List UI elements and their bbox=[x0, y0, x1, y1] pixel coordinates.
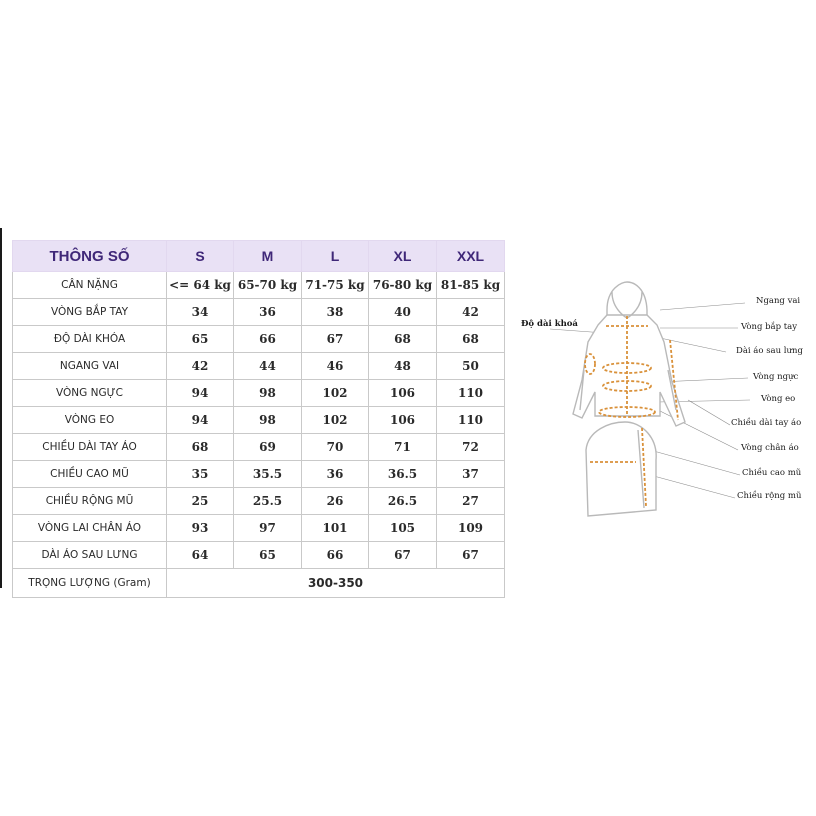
cell-size-s: <= 64 kg bbox=[167, 272, 234, 299]
size-chart-table bbox=[12, 240, 505, 598]
header-size-xxl: XXL bbox=[437, 241, 505, 272]
row-label: VÒNG LAI CHÂN ÁO bbox=[13, 515, 167, 542]
cell-size-l: 71-75 kg bbox=[302, 272, 369, 299]
table-row bbox=[13, 299, 505, 326]
row-label: CHIỀU RỘNG MŨ bbox=[13, 488, 167, 515]
cell-size-m: 97 bbox=[234, 515, 302, 542]
cell-size-s: 25 bbox=[167, 488, 234, 515]
weight-label: TRỌNG LƯỢNG (Gram) bbox=[13, 569, 167, 598]
row-label: VÒNG NGỰC bbox=[13, 380, 167, 407]
table-row bbox=[13, 407, 505, 434]
label-waist: Vòng eo bbox=[761, 394, 796, 404]
row-label: CHIỀU DÀI TAY ÁO bbox=[13, 434, 167, 461]
cell-size-m: 65-70 kg bbox=[234, 272, 302, 299]
cell-size-xl: 67 bbox=[369, 542, 437, 569]
cell-size-m: 36 bbox=[234, 299, 302, 326]
cell-size-xl: 105 bbox=[369, 515, 437, 542]
cell-size-l: 26 bbox=[302, 488, 369, 515]
cell-size-l: 46 bbox=[302, 353, 369, 380]
row-label: CÂN NẶNG bbox=[13, 272, 167, 299]
cell-size-s: 35 bbox=[167, 461, 234, 488]
table-row bbox=[13, 353, 505, 380]
cell-size-m: 98 bbox=[234, 407, 302, 434]
cell-size-xxl: 109 bbox=[437, 515, 505, 542]
jacket-diagram bbox=[510, 270, 810, 530]
header-size-m: M bbox=[234, 241, 302, 272]
weight-row bbox=[13, 569, 505, 598]
cell-size-xxl: 50 bbox=[437, 353, 505, 380]
row-label: VÒNG EO bbox=[13, 407, 167, 434]
cell-size-m: 69 bbox=[234, 434, 302, 461]
cell-size-xl: 106 bbox=[369, 380, 437, 407]
table-row bbox=[13, 488, 505, 515]
cell-size-m: 44 bbox=[234, 353, 302, 380]
cell-size-s: 94 bbox=[167, 407, 234, 434]
table-row bbox=[13, 542, 505, 569]
table-row bbox=[13, 272, 505, 299]
cell-size-xxl: 110 bbox=[437, 380, 505, 407]
label-hem: Vòng chân áo bbox=[741, 443, 799, 453]
cell-size-s: 64 bbox=[167, 542, 234, 569]
cell-size-s: 93 bbox=[167, 515, 234, 542]
header-size-l: L bbox=[302, 241, 369, 272]
cell-size-s: 68 bbox=[167, 434, 234, 461]
label-hood-height: Chiều cao mũ bbox=[742, 468, 802, 478]
cell-size-xxl: 67 bbox=[437, 542, 505, 569]
cell-size-xl: 68 bbox=[369, 326, 437, 353]
cell-size-s: 94 bbox=[167, 380, 234, 407]
table-row bbox=[13, 326, 505, 353]
cell-size-xl: 36.5 bbox=[369, 461, 437, 488]
cell-size-l: 101 bbox=[302, 515, 369, 542]
label-back-length: Dài áo sau lưng bbox=[736, 346, 803, 356]
cell-size-xxl: 72 bbox=[437, 434, 505, 461]
cell-size-xxl: 27 bbox=[437, 488, 505, 515]
weight-value: 300-350 bbox=[167, 569, 505, 598]
table-row bbox=[13, 461, 505, 488]
table-row bbox=[13, 434, 505, 461]
cell-size-xxl: 110 bbox=[437, 407, 505, 434]
row-label: CHIỀU CAO MŨ bbox=[13, 461, 167, 488]
cell-size-xl: 40 bbox=[369, 299, 437, 326]
header-size-xl: XL bbox=[369, 241, 437, 272]
row-label: NGANG VAI bbox=[13, 353, 167, 380]
cell-size-l: 36 bbox=[302, 461, 369, 488]
cell-size-xxl: 81-85 kg bbox=[437, 272, 505, 299]
header-size-s: S bbox=[167, 241, 234, 272]
cell-size-l: 38 bbox=[302, 299, 369, 326]
cell-size-s: 65 bbox=[167, 326, 234, 353]
cell-size-xxl: 42 bbox=[437, 299, 505, 326]
cell-size-s: 42 bbox=[167, 353, 234, 380]
cell-size-m: 65 bbox=[234, 542, 302, 569]
cell-size-l: 66 bbox=[302, 542, 369, 569]
cell-size-m: 66 bbox=[234, 326, 302, 353]
table-header-row bbox=[13, 241, 505, 272]
cell-size-m: 98 bbox=[234, 380, 302, 407]
row-label: ĐỘ DÀI KHÓA bbox=[13, 326, 167, 353]
cell-size-m: 25.5 bbox=[234, 488, 302, 515]
header-spec: THÔNG SỐ bbox=[13, 241, 167, 272]
label-zipper-length: Độ dài khoá bbox=[521, 319, 578, 329]
label-sleeve-length: Chiều dài tay áo bbox=[731, 418, 802, 428]
cell-size-xl: 71 bbox=[369, 434, 437, 461]
cell-size-xxl: 37 bbox=[437, 461, 505, 488]
cell-size-xxl: 68 bbox=[437, 326, 505, 353]
cell-size-l: 70 bbox=[302, 434, 369, 461]
cell-size-l: 67 bbox=[302, 326, 369, 353]
row-label: VÒNG BẮP TAY bbox=[13, 299, 167, 326]
cell-size-m: 35.5 bbox=[234, 461, 302, 488]
table-row bbox=[13, 380, 505, 407]
label-hood-width: Chiều rộng mũ bbox=[737, 491, 802, 501]
cell-size-xl: 76-80 kg bbox=[369, 272, 437, 299]
cell-size-xl: 106 bbox=[369, 407, 437, 434]
label-bicep: Vòng bắp tay bbox=[741, 322, 798, 332]
cell-size-l: 102 bbox=[302, 407, 369, 434]
row-label: DÀI ÁO SAU LƯNG bbox=[13, 542, 167, 569]
cell-size-xl: 26.5 bbox=[369, 488, 437, 515]
cell-size-s: 34 bbox=[167, 299, 234, 326]
label-chest: Vòng ngực bbox=[753, 372, 799, 382]
cell-size-l: 102 bbox=[302, 380, 369, 407]
cell-size-xl: 48 bbox=[369, 353, 437, 380]
label-shoulder-width: Ngang vai bbox=[756, 296, 801, 306]
left-border-line bbox=[0, 228, 2, 588]
table-row bbox=[13, 515, 505, 542]
